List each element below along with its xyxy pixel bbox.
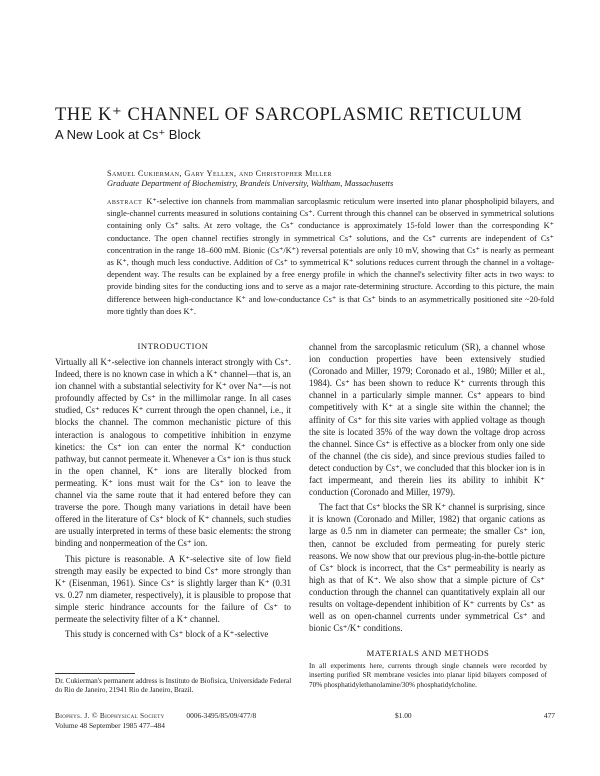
footnote-rule [55,673,135,674]
intro-paragraph-2: This picture is reasonable. A K⁺-selective site of low field strength may easily be expected to bind Cs⁺ more strongly than K⁺ (Eisenman, 1961). Since Cs⁺ is slightly larger than K⁺ (0.31 vs. 0.27 nm diameter, respectively), it is plausible to propose that simple steric hindrance accounts for the failure of Cs⁺ to permeate the selectivity filter of a K⁺ channel. [55,553,291,624]
article-title: THE K⁺ CHANNEL OF SARCOPLASMIC RETICULUM [55,105,523,125]
journal-footer [55,711,555,720]
introduction-heading: INTRODUCTION [137,341,209,351]
article-code: 0006-3495/85/09/477/8 [186,711,257,720]
intro-paragraph-1: Virtually all K⁺-selective ion channels interact strongly with Cs⁺. Indeed, there is no known case in which a K⁺ channel—that is, an ion channel with a substantial selectivity for K⁺ over Na⁺—is not profoundly affected by Cs⁺ in the millimolar range. In all cases studied, Cs⁺ reduces K⁺ current through the open channel, i.e., it blocks the channel. The common mechanistic picture of this interaction is analogous to competitive inhibition in enzyme kinetics: the Cs⁺ ion can enter the normal K⁺ conduction pathway, but cannot permeate it. Whenever a Cs⁺ ion is thus stuck in the open channel, K⁺ ions are literally blocked from permeating. K⁺ ions must wait for the Cs⁺ ion to leave the channel via the same route that it had entered before they can traverse the pore. Though many variations in detail have been offered in the literature of Cs⁺ block of K⁺ channels, such studies are usually interpreted in terms of these basic elements: the strong binding and nonpermeation of the Cs⁺ ion. [55,357,291,549]
article-subtitle: A New Look at Cs⁺ Block [55,127,201,142]
journal-citation: Biophys. J. © Biophysical Society [55,711,165,720]
intro-paragraph-4: channel from the sarcoplasmic reticulum (SR), a channel whose ion conduction properties have been extensively studied (Coronado and Miller, 1979; Coronado et al., 1980; Miller et al., 1984). Cs⁺ has been shown to reduce K⁺ currents through this channel in a particularly simple manner. Cs⁺ appears to bind competitively with K⁺ at a single site within the channel; the affinity of Cs⁺ for this site varies with applied voltage as though the site is located 35% of the way down the voltage drop across the channel. Since Cs⁺ is effective as a blocker from only one side of the channel (the cis side), and since previous studies failed to detect conduction by Cs⁺, we concluded that this blocker ion is in fact impermeant, and therein lies its ability to inhibit K⁺ conduction (Coronado and Miller, 1979). [309,342,545,498]
journal-volume: Volume 48 September 1985 477–484 [55,721,165,730]
abstract-label: abstract [107,197,143,206]
intro-paragraph-3: This study is concerned with Cs⁺ block of a K⁺-selective [65,629,269,640]
methods-heading: MATERIALS AND METHODS [366,648,490,658]
page-number: 477 [543,711,555,720]
author-affiliation: Graduate Department of Biochemistry, Brandeis University, Waltham, Massachusetts [107,179,394,188]
methods-text: In all experiments here, currents through single channels were recorded by inserting purified SR membrane vesicles into planar lipid bilayers composed of 70% phosphatidylethanolamine/30% phosphatidylcholine. [309,662,547,689]
footnote: Dr. Cukierman's permanent address is Instituto de Biofisica, Universidade Federal do Rio de Janeiro, 21941 Rio de Janeiro, Brazil. [55,677,292,695]
article-price: $1.00 [395,711,412,720]
intro-paragraph-5: The fact that Cs⁺ blocks the SR K⁺ channel is surprising, since it is known (Coronado and Miller, 1982) that organic cations as large as 0.5 nm in diameter can permeate; the smaller Cs⁺ ion, then, cannot be excluded from permeating for purely steric reasons. We now show that our previous plug-in-the-bottle picture of Cs⁺ block is incorrect, that the Cs⁺ permeability is nearly as high as that of K⁺. We also show that a simple picture of Cs⁺ conduction through the channel can quantitatively explain all our results on voltage-dependent inhibition of K⁺ currents by Cs⁺ as well as on open-channel currents under symmetrical Cs⁺ and bionic Cs⁺/K⁺ conditions. [309,502,545,634]
right-column [309,341,545,634]
author-list: Samuel Cukierman, Gary Yellen, and Christopher Miller [107,169,332,178]
left-column [55,356,291,640]
journal-volume-line [55,721,555,730]
abstract-text: K⁺-selective ion channels from mammalian sarcoplasmic reticulum were inserted into planar phospholipid bilayers, and single-channel currents measured in solutions containing Cs⁺. Current through this channel can be observed in symmetrical solutions containing only Cs⁺ salts. At zero voltage, the Cs⁺ conductance is approximately 15-fold lower than the corresponding K⁺ conductance. The open channel rectifies strongly in symmetrical Cs⁺ solutions, and the Cs⁺ currents are independent of Cs⁺ concentration in the range 18–600 mM. Bionic (Cs⁺/K⁺) reversal potentials are only 10 mV, showing that Cs⁺ is nearly as permeant as K⁺, though much less conductive. Addition of Cs⁺ to symmetrical K⁺ solutions reduces current through the channel in a voltage-dependent way. The results can be explained by a free energy profile in which the channel's selectivity filter acts in two ways: to provide binding sites for the conducting ions and to serve as a major rate-determining structure. According to this picture, the main difference between high-conductance K⁺ and low-conductance Cs⁺ is that Cs⁺ binds to an asymmetrically positioned site ~20-fold more tightly than does K⁺. [107,197,554,316]
abstract [107,196,554,318]
